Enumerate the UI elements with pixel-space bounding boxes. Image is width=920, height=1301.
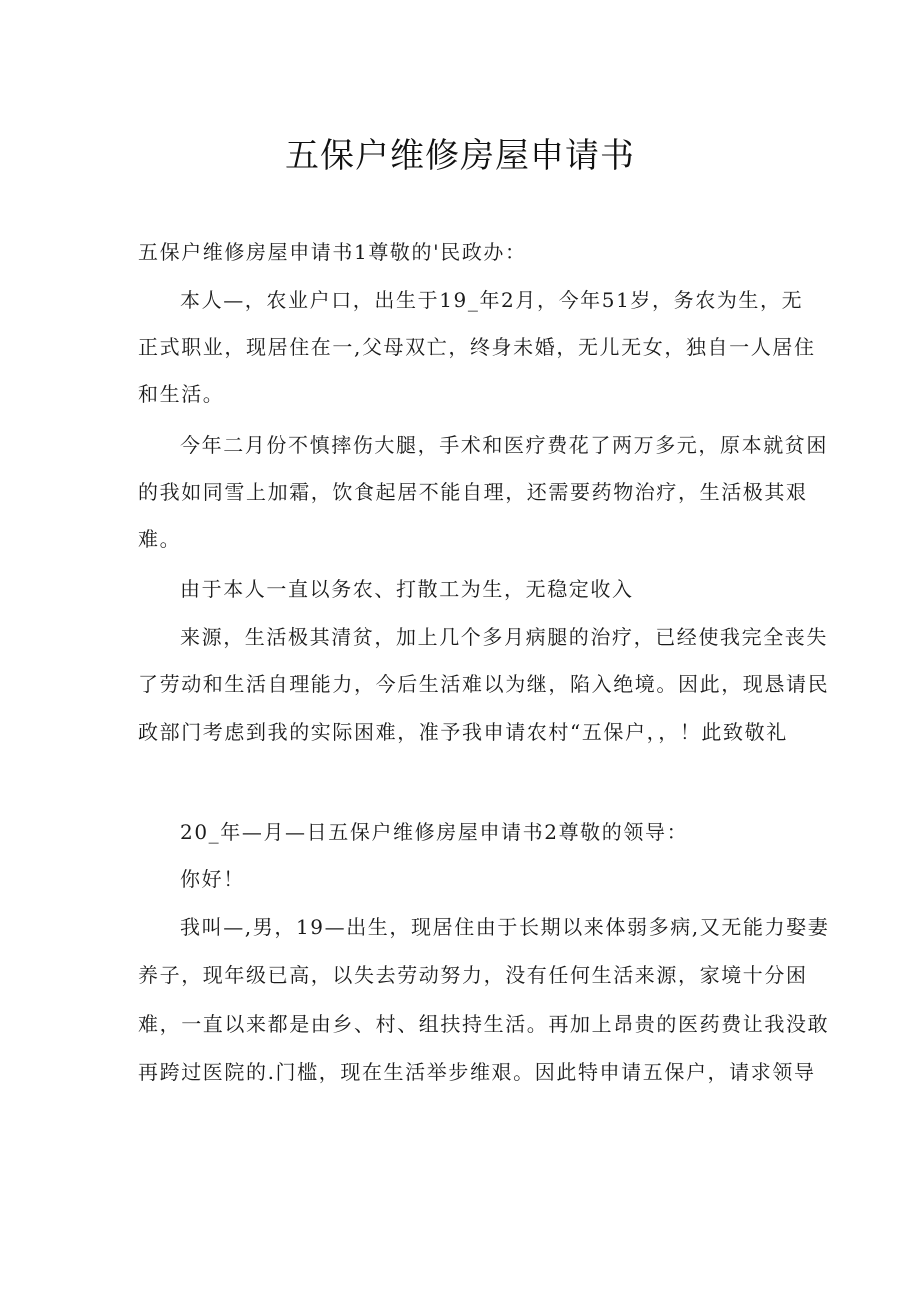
text-line-8: 由于本人一直以务农、打散工为生，无稳定收入 xyxy=(180,577,634,601)
text-line-16: 难，一直以来都是由乡、村、组扶持生活。再加上昂贵的医药费让我没敢 xyxy=(138,1012,830,1036)
text-line-4: 和生活。 xyxy=(138,382,225,406)
text-line-17: 再跨过医院的.门槛，现在生活举步维艰。因此特申请五保户，请求领导 xyxy=(138,1060,816,1084)
text-line-2: 本人—，农业户口，出生于19_年2月，今年51岁，务农为生，无 xyxy=(180,288,804,312)
text-line-5: 今年二月份不慎摔伤大腿，手术和医疗费花了两万多元，原本就贫困 xyxy=(180,433,828,457)
text-line-13: 你好！ xyxy=(180,867,245,891)
text-line-6: 的我如同雪上加霜，饮食起居不能自理，还需要药物治疗，生活极其艰 xyxy=(138,480,808,504)
text-line-1: 五保户维修房屋申请书1尊敬的'民政办： xyxy=(138,240,527,264)
text-line-9: 来源，生活极其清贫，加上几个多月病腿的治疗，已经使我完全丧失 xyxy=(180,625,828,649)
text-line-14: 我叫—,男，19—出生，现居住由于长期以来体弱多病,又无能力娶妻 xyxy=(180,915,830,939)
text-line-11: 政部门考虑到我的实际困难，准予我申请农村“五保户，，！此致敬礼 xyxy=(138,720,788,744)
text-line-10: 了劳动和生活自理能力，今后生活难以为继，陷入绝境。因此，现恳请民 xyxy=(138,672,830,696)
text-line-12: 20_年—月—日五保户维修房屋申请书2尊敬的领导： xyxy=(180,820,689,844)
text-line-7: 难。 xyxy=(138,527,182,551)
document-title: 五保户维修房屋申请书 xyxy=(285,136,635,176)
text-line-15: 养子，现年级已高，以失去劳动努力，没有任何生活来源，家境十分困 xyxy=(138,963,808,987)
text-line-3: 正式职业，现居住在一,父母双亡，终身未婚，无儿无女，独自一人居住 xyxy=(138,335,816,359)
